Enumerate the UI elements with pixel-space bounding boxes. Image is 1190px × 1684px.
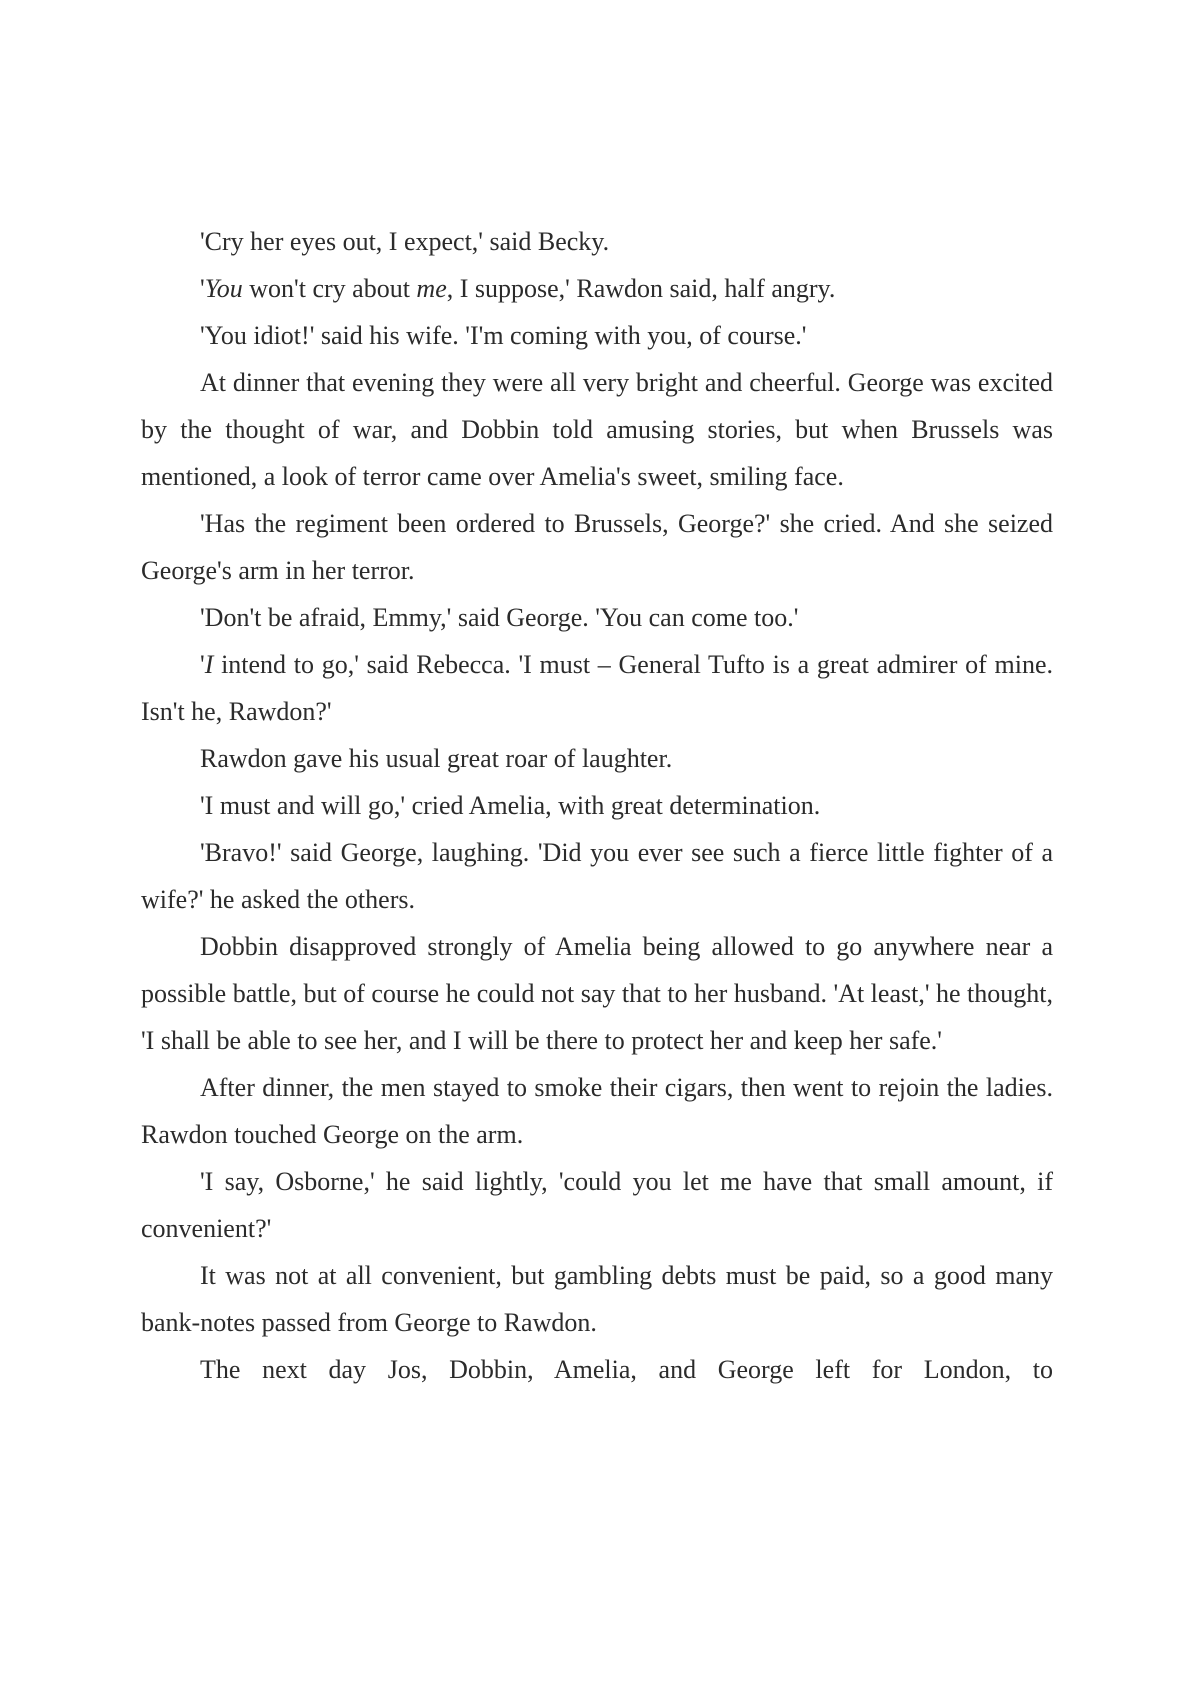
paragraph (141, 265, 1053, 312)
paragraph (141, 782, 1053, 829)
paragraph (141, 1252, 1053, 1346)
paragraph (141, 641, 1053, 735)
text-run: 'Has the regiment been ordered to Brussels, George?' she cried. And she seized George's arm in her terror. (141, 509, 1053, 585)
text-run: 'Bravo!' said George, laughing. 'Did you ever see such a fierce little fighter of a wife?' he asked the others. (141, 838, 1053, 914)
italic-text: You (204, 274, 243, 303)
paragraph (141, 594, 1053, 641)
text-run: ' (200, 650, 205, 679)
italic-text: I (204, 650, 214, 679)
paragraph (141, 359, 1053, 500)
paragraph (141, 735, 1053, 782)
text-run: 'Cry her eyes out, I expect,' said Becky. (200, 227, 610, 256)
paragraph (141, 1064, 1053, 1158)
text-run: At dinner that evening they were all very bright and cheerful. George was excited by the thought of war, and Dobbin told amusing stories, but when Brussels was mentioned, a look of terror came over Amelia's sweet, smiling face. (141, 368, 1053, 491)
text-run: Dobbin disapproved strongly of Amelia being allowed to go anywhere near a possible battle, but of course he could not say that to her husband. 'At least,' he thought, 'I shall be able to see her, and I will be there to protect her and keep her safe.' (141, 932, 1053, 1055)
paragraph (141, 312, 1053, 359)
text-run: intend to go,' said Rebecca. 'I must – General Tufto is a great admirer of mine. Isn't he, Rawdon?' (141, 650, 1053, 726)
paragraph (141, 829, 1053, 923)
text-run: 'Don't be afraid, Emmy,' said George. 'You can come too.' (200, 603, 799, 632)
paragraph (141, 923, 1053, 1064)
text-run: 'I say, Osborne,' he said lightly, 'could you let me have that small amount, if convenient?' (141, 1167, 1053, 1243)
paragraph (141, 500, 1053, 594)
page-body (141, 218, 1053, 1393)
text-run: Rawdon gave his usual great roar of laughter. (200, 744, 673, 773)
paragraph (141, 1346, 1053, 1393)
text-run: After dinner, the men stayed to smoke their cigars, then went to rejoin the ladies. Rawdon touched George on the arm. (141, 1073, 1053, 1149)
text-run: The next day Jos, Dobbin, Amelia, and George left for London, to (200, 1355, 1053, 1384)
italic-text: me (416, 274, 447, 303)
text-run: ' (200, 274, 205, 303)
text-run: It was not at all convenient, but gambling debts must be paid, so a good many bank-notes passed from George to Rawdon. (141, 1261, 1053, 1337)
text-run: , I suppose,' Rawdon said, half angry. (446, 274, 836, 303)
paragraph (141, 218, 1053, 265)
text-run: 'You idiot!' said his wife. 'I'm coming with you, of course.' (200, 321, 807, 350)
text-run: won't cry about (242, 274, 417, 303)
paragraph (141, 1158, 1053, 1252)
text-run: 'I must and will go,' cried Amelia, with great determination. (200, 791, 821, 820)
